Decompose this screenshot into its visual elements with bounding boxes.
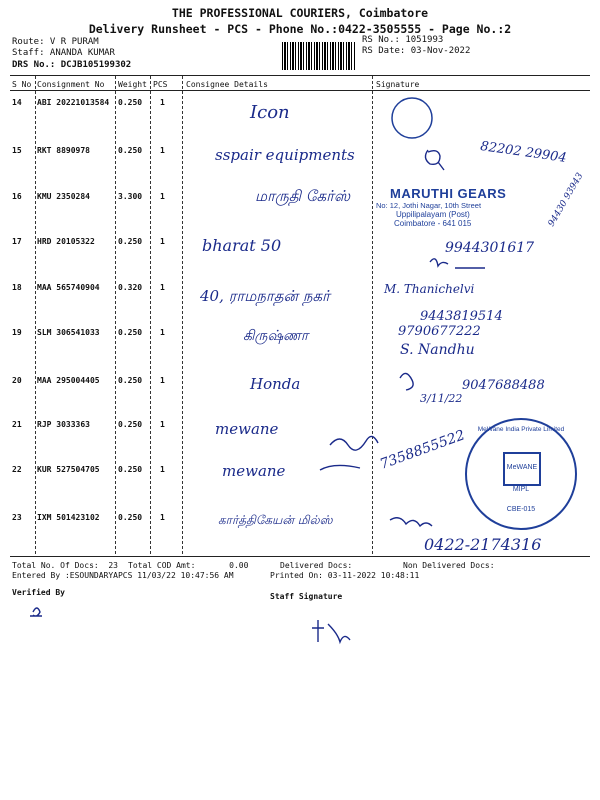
entered-by: Entered By :ESOUNDARYAPCS 11/03/22 10:47:56 AM [12, 571, 234, 580]
row-sno: 20 [12, 376, 22, 385]
row-consignment: RJP 3033363 [37, 420, 90, 429]
rs-number: RS No.: 1051993 [362, 35, 444, 45]
row-pcs: 1 [160, 283, 165, 292]
non-delivered-docs: Non Delivered Docs: [403, 561, 495, 570]
row-pcs: 1 [160, 513, 165, 522]
col-header-signature: Signature [376, 80, 420, 89]
col-header-pcs: PCS [153, 80, 168, 89]
row-pcs: 1 [160, 237, 165, 246]
delivered-docs: Delivered Docs: [280, 561, 353, 570]
row-signature: 9047688488 [462, 378, 545, 393]
row-sno: 23 [12, 513, 22, 522]
row-consignment: ABI 20221013584 [37, 98, 110, 107]
row-pcs: 1 [160, 465, 165, 474]
total-docs: Total No. Of Docs: 23 [12, 561, 118, 570]
signature-scribble [430, 259, 485, 268]
row-pcs: 1 [160, 192, 165, 201]
stamp-ring-text: MeWane India Private Limited [477, 426, 565, 433]
row-sno: 21 [12, 420, 22, 429]
row-signature: 9944301617 [445, 240, 535, 256]
stamp-center-logo: MeWANE [503, 452, 541, 486]
row-weight: 3.300 [118, 192, 143, 201]
row-pcs: 1 [160, 420, 165, 429]
row-weight: 0.250 [118, 98, 143, 107]
row-sno: 17 [12, 237, 22, 246]
row-signature: 0422-2174316 [424, 535, 542, 554]
total-cod: Total COD Amt: 0.00 [128, 561, 249, 570]
row-sno: 19 [12, 328, 22, 337]
row-consignee-details: மாருதி கேர்ஸ் [255, 187, 351, 205]
row-weight: 0.250 [118, 376, 143, 385]
row-consignee-details: bharat 50 [202, 236, 282, 255]
verified-by-label: Verified By [12, 588, 65, 597]
row-pcs: 1 [160, 146, 165, 155]
row-pcs: 1 [160, 376, 165, 385]
route-label: Route: V R PURAM [12, 37, 99, 47]
row-consignment: KMU 2350284 [37, 192, 90, 201]
signature-scribble [390, 518, 432, 526]
row-sno: 16 [12, 192, 22, 201]
runsheet-subtitle: Delivery Runsheet - PCS - Phone No.:0422-3505555 - Page No.:2 [88, 22, 512, 36]
col-header-weight: Weight [118, 80, 147, 89]
row-sno: 18 [12, 283, 22, 292]
row-consignee-details: mewane [215, 420, 279, 438]
rs-date: RS Date: 03-Nov-2022 [362, 46, 471, 56]
row-signature: 94430 93943 [546, 171, 586, 229]
row-consignee-details: sspair equipments [215, 146, 355, 164]
row-weight: 0.250 [118, 237, 143, 246]
row-signature: 82202 29904 [479, 139, 568, 166]
col-header-sno: S No [12, 80, 32, 89]
row-consignment: SLM 306541033 [37, 328, 100, 337]
signature-scribble [425, 150, 444, 170]
signature-scribble [400, 373, 413, 390]
runsheet-title: THE PROFESSIONAL COURIERS, Coimbatore [171, 6, 429, 20]
row-consignee-details: mewane [222, 462, 286, 480]
row-weight: 0.320 [118, 283, 143, 292]
row-signature: 9443819514 [420, 309, 503, 324]
row-pcs: 1 [160, 328, 165, 337]
stamp-address-line: No: 12, Jothi Nagar, 10th Street [376, 201, 482, 210]
staff-signature-mark [312, 620, 350, 642]
stamp-company-name: MARUTHI GEARS [390, 186, 507, 201]
stamp-cbe-text: CBE-015 [506, 506, 536, 513]
row-signature: M. Thanichelvi [384, 282, 475, 296]
row-consignee-details: கிருஷ்ணா [243, 328, 309, 344]
row-consignee-details: Icon [250, 102, 290, 123]
col-header-consignment: Consignment No [37, 80, 105, 89]
row-signature: 7358855522 [377, 427, 468, 473]
row-consignee-details: கார்த்திகேயன் மில்ஸ் [218, 513, 333, 527]
stamp-address-line: Uppilipalayam (Post) [396, 210, 470, 219]
partial-round-stamp [392, 98, 432, 138]
row-weight: 0.250 [118, 420, 143, 429]
staff-label: Staff: ANANDA KUMAR [12, 48, 115, 58]
row-weight: 0.250 [118, 328, 143, 337]
extra-date-signature: 3/11/22 [420, 392, 463, 405]
signature-scribble [320, 436, 378, 470]
row-consignment: KUR 527504705 [37, 465, 100, 474]
row-weight: 0.250 [118, 465, 143, 474]
row-sno: 14 [12, 98, 22, 107]
col-header-consignee: Consignee Details [186, 80, 268, 89]
stamp-address-line: Coimbatore - 641 015 [394, 219, 472, 228]
staff-signature-label: Staff Signature [270, 592, 343, 601]
stamp-sub-text: MIPL [512, 486, 530, 493]
row-weight: 0.250 [118, 513, 143, 522]
row-weight: 0.250 [118, 146, 143, 155]
row-consignment: RKT 8890978 [37, 146, 90, 155]
extra-name-signature: S. Nandhu [400, 342, 475, 358]
row-sno: 22 [12, 465, 22, 474]
row-sno: 15 [12, 146, 22, 155]
row-consignment: MAA 565740904 [37, 283, 100, 292]
drs-number: DRS No.: DCJB105199302 [12, 60, 132, 70]
row-consignment: IXM 501423102 [37, 513, 100, 522]
row-consignee-details: 40, ராமநாதன் நகர் [200, 287, 330, 305]
verified-signature-mark [30, 608, 42, 616]
row-consignment: HRD 20105322 [37, 237, 95, 246]
row-consignment: MAA 295004405 [37, 376, 100, 385]
row-consignee-details: Honda [250, 375, 301, 393]
row-pcs: 1 [160, 98, 165, 107]
extra-phone-signature: 9790677222 [398, 324, 481, 339]
printed-on: Printed On: 03-11-2022 10:48:11 [270, 571, 420, 580]
